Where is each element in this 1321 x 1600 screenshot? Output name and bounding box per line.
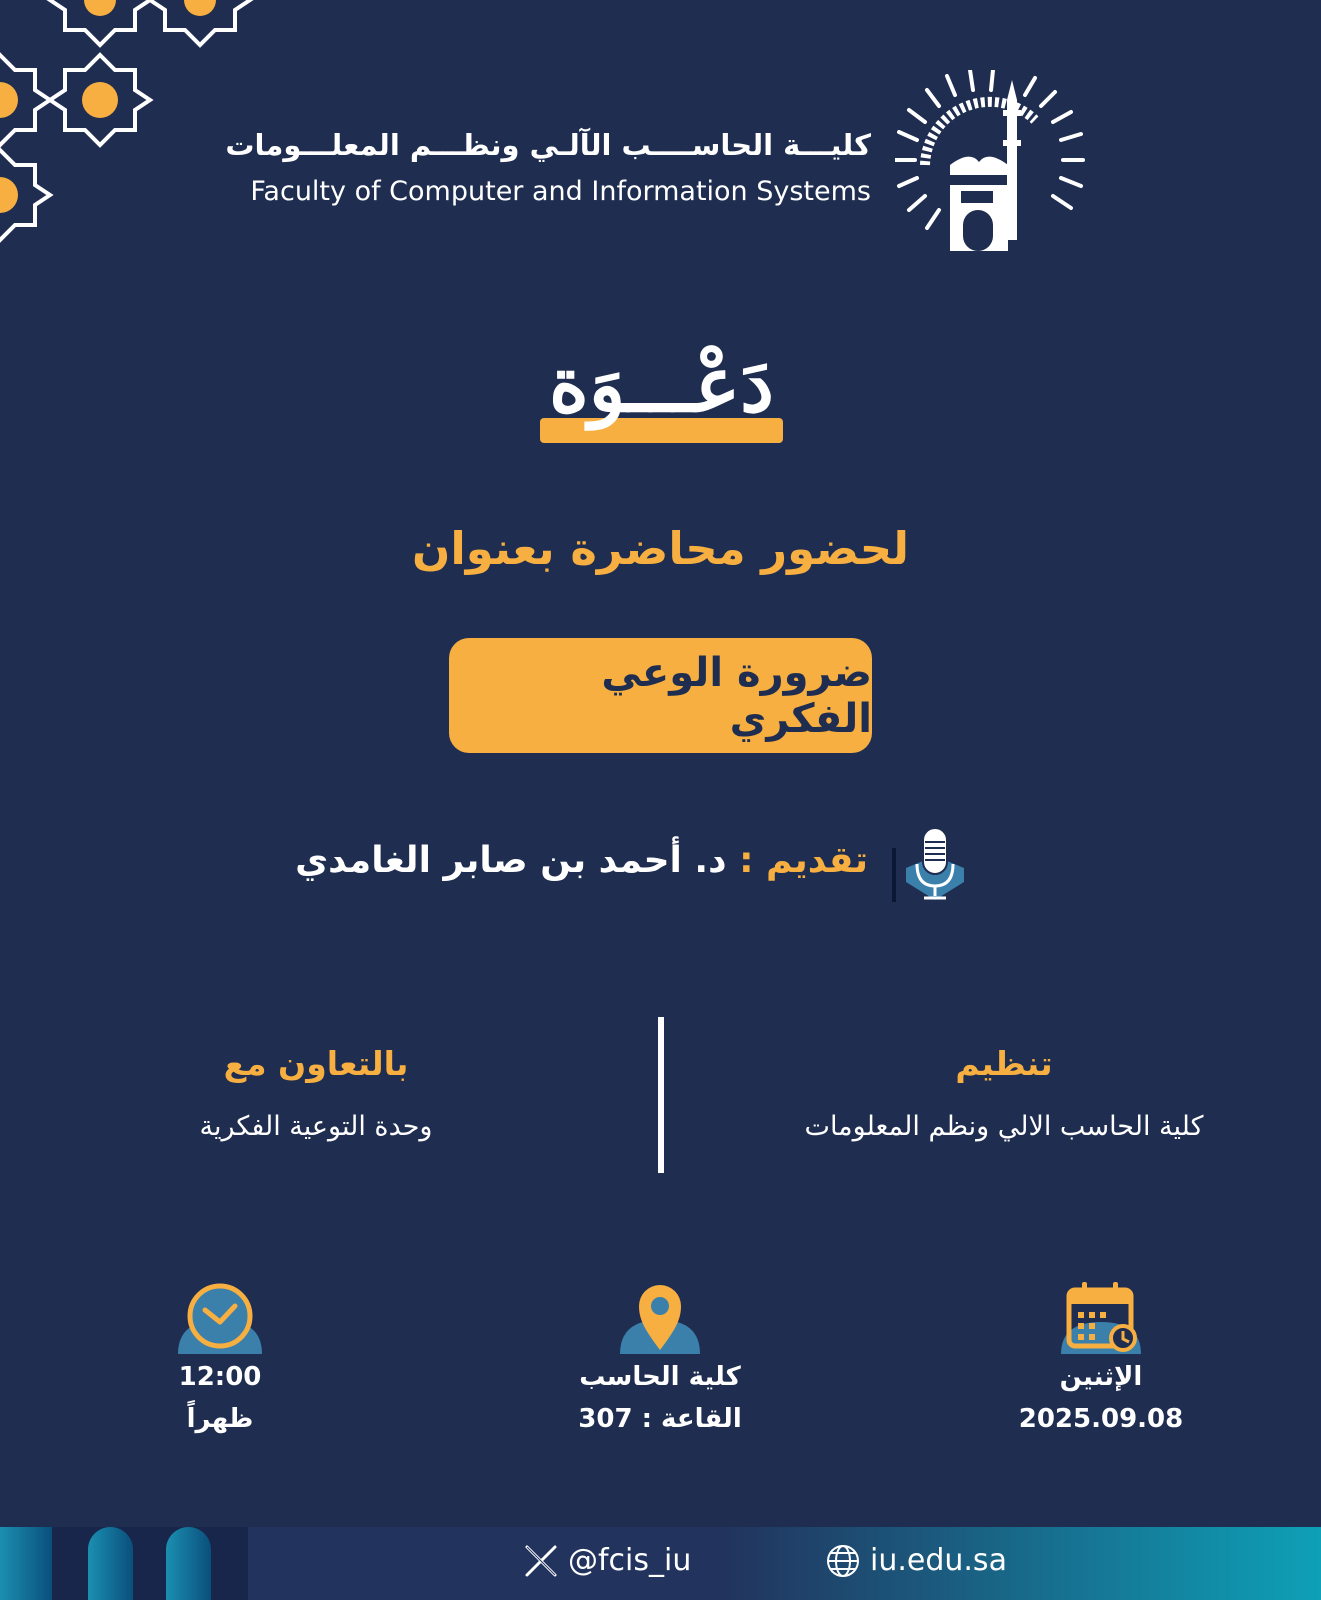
organizer-name: كلية الحاسب الالي ونظم المعلومات xyxy=(804,1111,1204,1142)
presenter-divider xyxy=(892,848,896,902)
presenter-label: تقديم xyxy=(766,840,868,881)
date-info xyxy=(981,1282,1221,1434)
time-value: 12:00 xyxy=(178,1362,262,1392)
faculty-name-arabic: كليـــة الحاســــب الآلـي ونظـــم المعلـــومات xyxy=(225,128,871,162)
invitation-subtitle: لحضور محاضرة بعنوان xyxy=(411,522,910,575)
cooperation-partner: وحدة التوعية الفكرية xyxy=(199,1111,433,1142)
twitter-handle-text: @fcis_iu xyxy=(568,1543,692,1578)
presenter-name: د. أحمد بن صابر الغامدي xyxy=(295,840,727,881)
organizer-heading: تنظيم xyxy=(955,1044,1053,1083)
vertical-divider xyxy=(658,1017,664,1173)
presenter-separator: : xyxy=(726,840,767,881)
twitter-handle[interactable] xyxy=(524,1543,691,1578)
date-day: الإثنين xyxy=(1059,1362,1143,1392)
faculty-name-english: Faculty of Computer and Information Systems xyxy=(250,176,871,207)
website-text: iu.edu.sa xyxy=(870,1543,1007,1578)
star-pattern-decoration xyxy=(0,0,260,260)
mic-icon xyxy=(906,826,964,906)
website-link[interactable] xyxy=(826,1543,1007,1578)
cooperation-block xyxy=(56,1044,576,1142)
cooperation-heading: بالتعاون مع xyxy=(223,1044,409,1083)
invitation-word: دَعْـــوَة xyxy=(548,340,775,429)
presenter-line xyxy=(295,840,868,881)
footer-stripe xyxy=(88,1527,133,1600)
lecture-title: ضرورة الوعي الفكري xyxy=(449,638,872,753)
location-room: القاعة : 307 xyxy=(578,1404,742,1434)
location-pin-icon xyxy=(615,1282,705,1354)
footer-stripe xyxy=(166,1527,211,1600)
clock-icon xyxy=(175,1282,265,1354)
calendar-icon xyxy=(1056,1282,1146,1354)
time-info xyxy=(100,1282,340,1434)
footer-stripe xyxy=(0,1527,52,1600)
location-building: كلية الحاسب xyxy=(579,1362,741,1392)
organizer-block xyxy=(744,1044,1264,1142)
x-logo-icon xyxy=(524,1544,558,1578)
globe-icon xyxy=(826,1544,860,1578)
location-info xyxy=(540,1282,780,1434)
faculty-name xyxy=(225,128,871,207)
date-value: 2025.09.08 xyxy=(1018,1404,1184,1434)
university-logo xyxy=(895,70,1085,260)
time-period: ظهراً xyxy=(186,1404,254,1434)
